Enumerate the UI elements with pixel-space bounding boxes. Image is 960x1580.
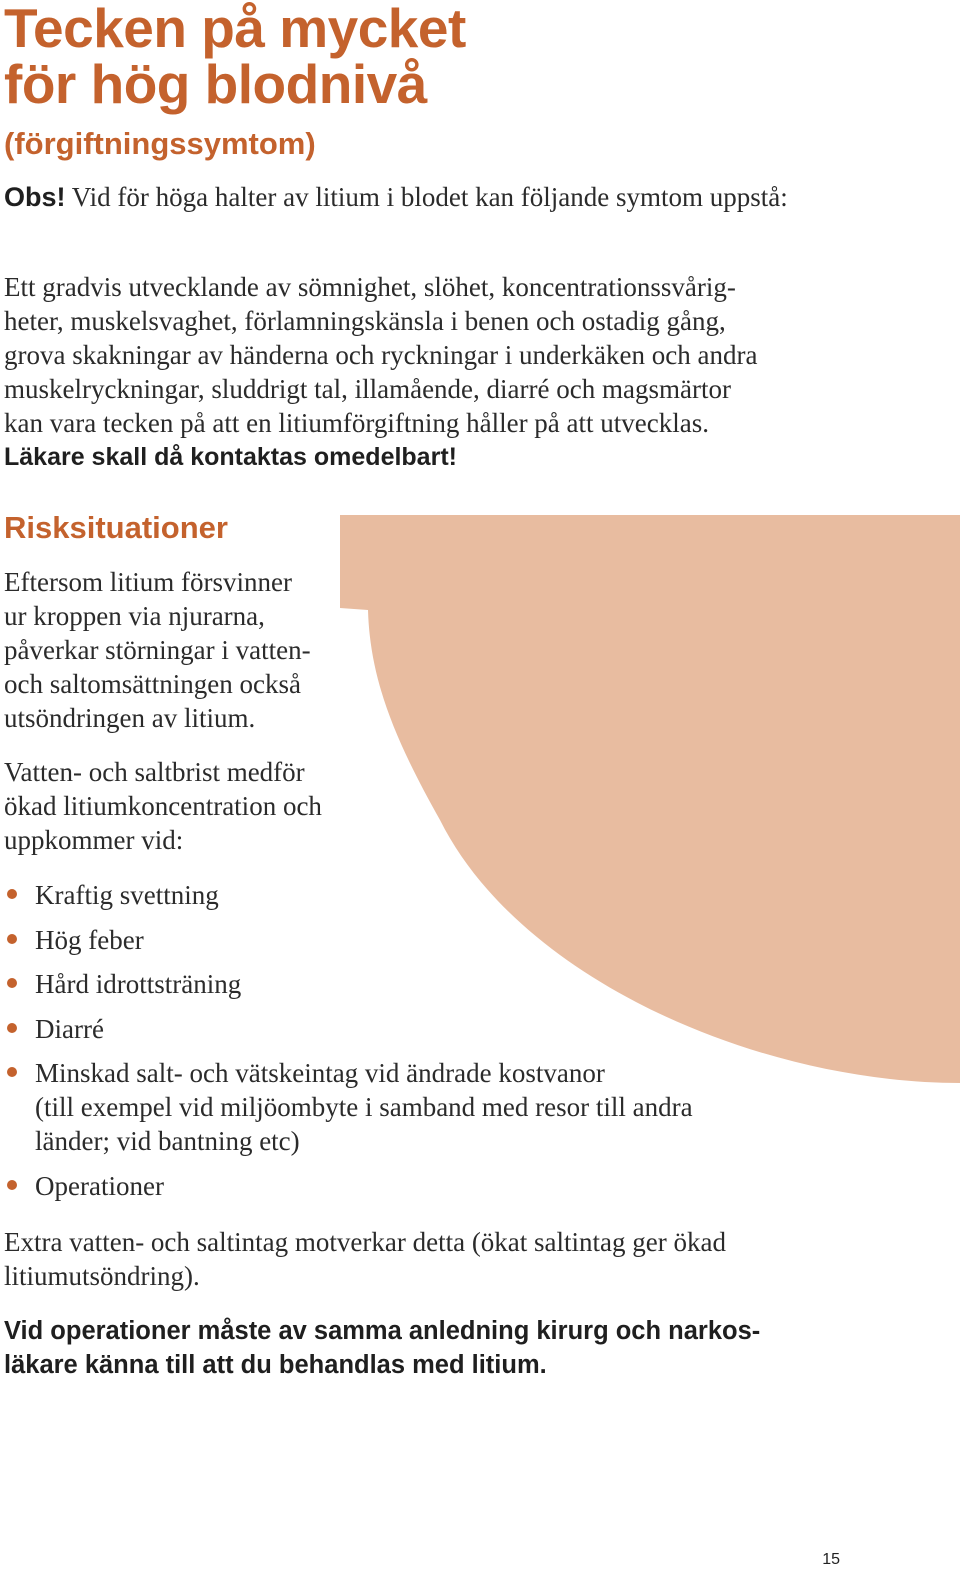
risk-paragraph-1 (4, 565, 311, 735)
risk-line: utsöndringen av litium. (4, 703, 256, 733)
risk-bullet-list (4, 878, 904, 1213)
symptoms-line: kan vara tecken på att en litiumförgiftning håller på att utvecklas. (4, 408, 709, 438)
symptoms-line: muskelryckningar, sluddrigt tal, illamående, diarré och magsmärtor (4, 374, 731, 404)
list-item-text: (till exempel vid miljöombyte i samband med resor till andra (35, 1092, 693, 1122)
list-item-text: Kraftig svettning (35, 880, 219, 910)
surgery-paragraph (4, 1314, 760, 1382)
symptoms-line: Ett gradvis utvecklande av sömnighet, slöhet, koncentrationssvårig- (4, 272, 736, 302)
bullet-icon (7, 889, 17, 899)
list-item-text: Diarré (35, 1013, 104, 1044)
page-subtitle: (förgiftningssymtom) (4, 126, 316, 161)
risk-paragraph-2 (4, 755, 322, 857)
symptoms-line: heter, muskelsvaghet, förlamningskänsla i benen och ostadig gång, (4, 306, 726, 336)
bullet-icon (7, 934, 17, 944)
risk-line: Vatten- och saltbrist medför (4, 757, 305, 787)
intro-paragraph (4, 180, 804, 214)
page-number: 15 (822, 1551, 840, 1568)
page-title (4, 0, 466, 115)
risk-heading: Risksituationer (4, 510, 228, 545)
list-item-text: Minskad salt- och vätskeintag vid ändrade kostvanor (35, 1058, 605, 1088)
risk-line: påverkar störningar i vatten- (4, 635, 311, 665)
bullet-icon (7, 1023, 17, 1033)
list-item-text: Operationer (35, 1170, 164, 1201)
bullet-icon (7, 1180, 17, 1190)
risk-line: och saltomsättningen också (4, 669, 301, 699)
extra-line: litiumutsöndring). (4, 1261, 200, 1291)
list-item (4, 967, 904, 1001)
risk-line: ökad litiumkoncentration och (4, 791, 322, 821)
obs-text: Vid för höga halter av litium i blodet kan följande symtom uppstå: (65, 182, 788, 212)
risk-line: ur kroppen via njurarna, (4, 601, 265, 631)
list-item-text: länder; vid bantning etc) (35, 1126, 300, 1156)
extra-line: Extra vatten- och saltintag motverkar detta (ökat saltintag ger ökad (4, 1227, 726, 1257)
symptoms-line: grova skakningar av händerna och ryckningar i underkäken och andra (4, 340, 758, 370)
extra-paragraph (4, 1225, 726, 1293)
obs-label: Obs! (4, 182, 66, 212)
list-item-text: Hård idrottsträning (35, 969, 242, 999)
title-line-2: för hög blodnivå (4, 53, 427, 115)
list-item (4, 1012, 904, 1046)
risk-line: uppkommer vid: (4, 825, 184, 855)
symptoms-paragraph (4, 270, 757, 474)
bullet-icon (7, 1067, 17, 1077)
list-item (4, 1169, 904, 1203)
surgery-line: läkare känna till att du behandlas med litium. (4, 1351, 547, 1379)
warning-text: Läkare skall då kontaktas omedelbart! (4, 443, 457, 471)
bullet-icon (7, 978, 17, 988)
surgery-line: Vid operationer måste av samma anledning kirurg och narkos- (4, 1317, 761, 1345)
risk-line: Eftersom litium försvinner (4, 567, 292, 597)
list-item (4, 923, 904, 957)
list-item-text: Hög feber (35, 924, 144, 955)
list-item (4, 1056, 904, 1158)
title-line-1: Tecken på mycket (4, 0, 466, 59)
list-item (4, 878, 904, 912)
